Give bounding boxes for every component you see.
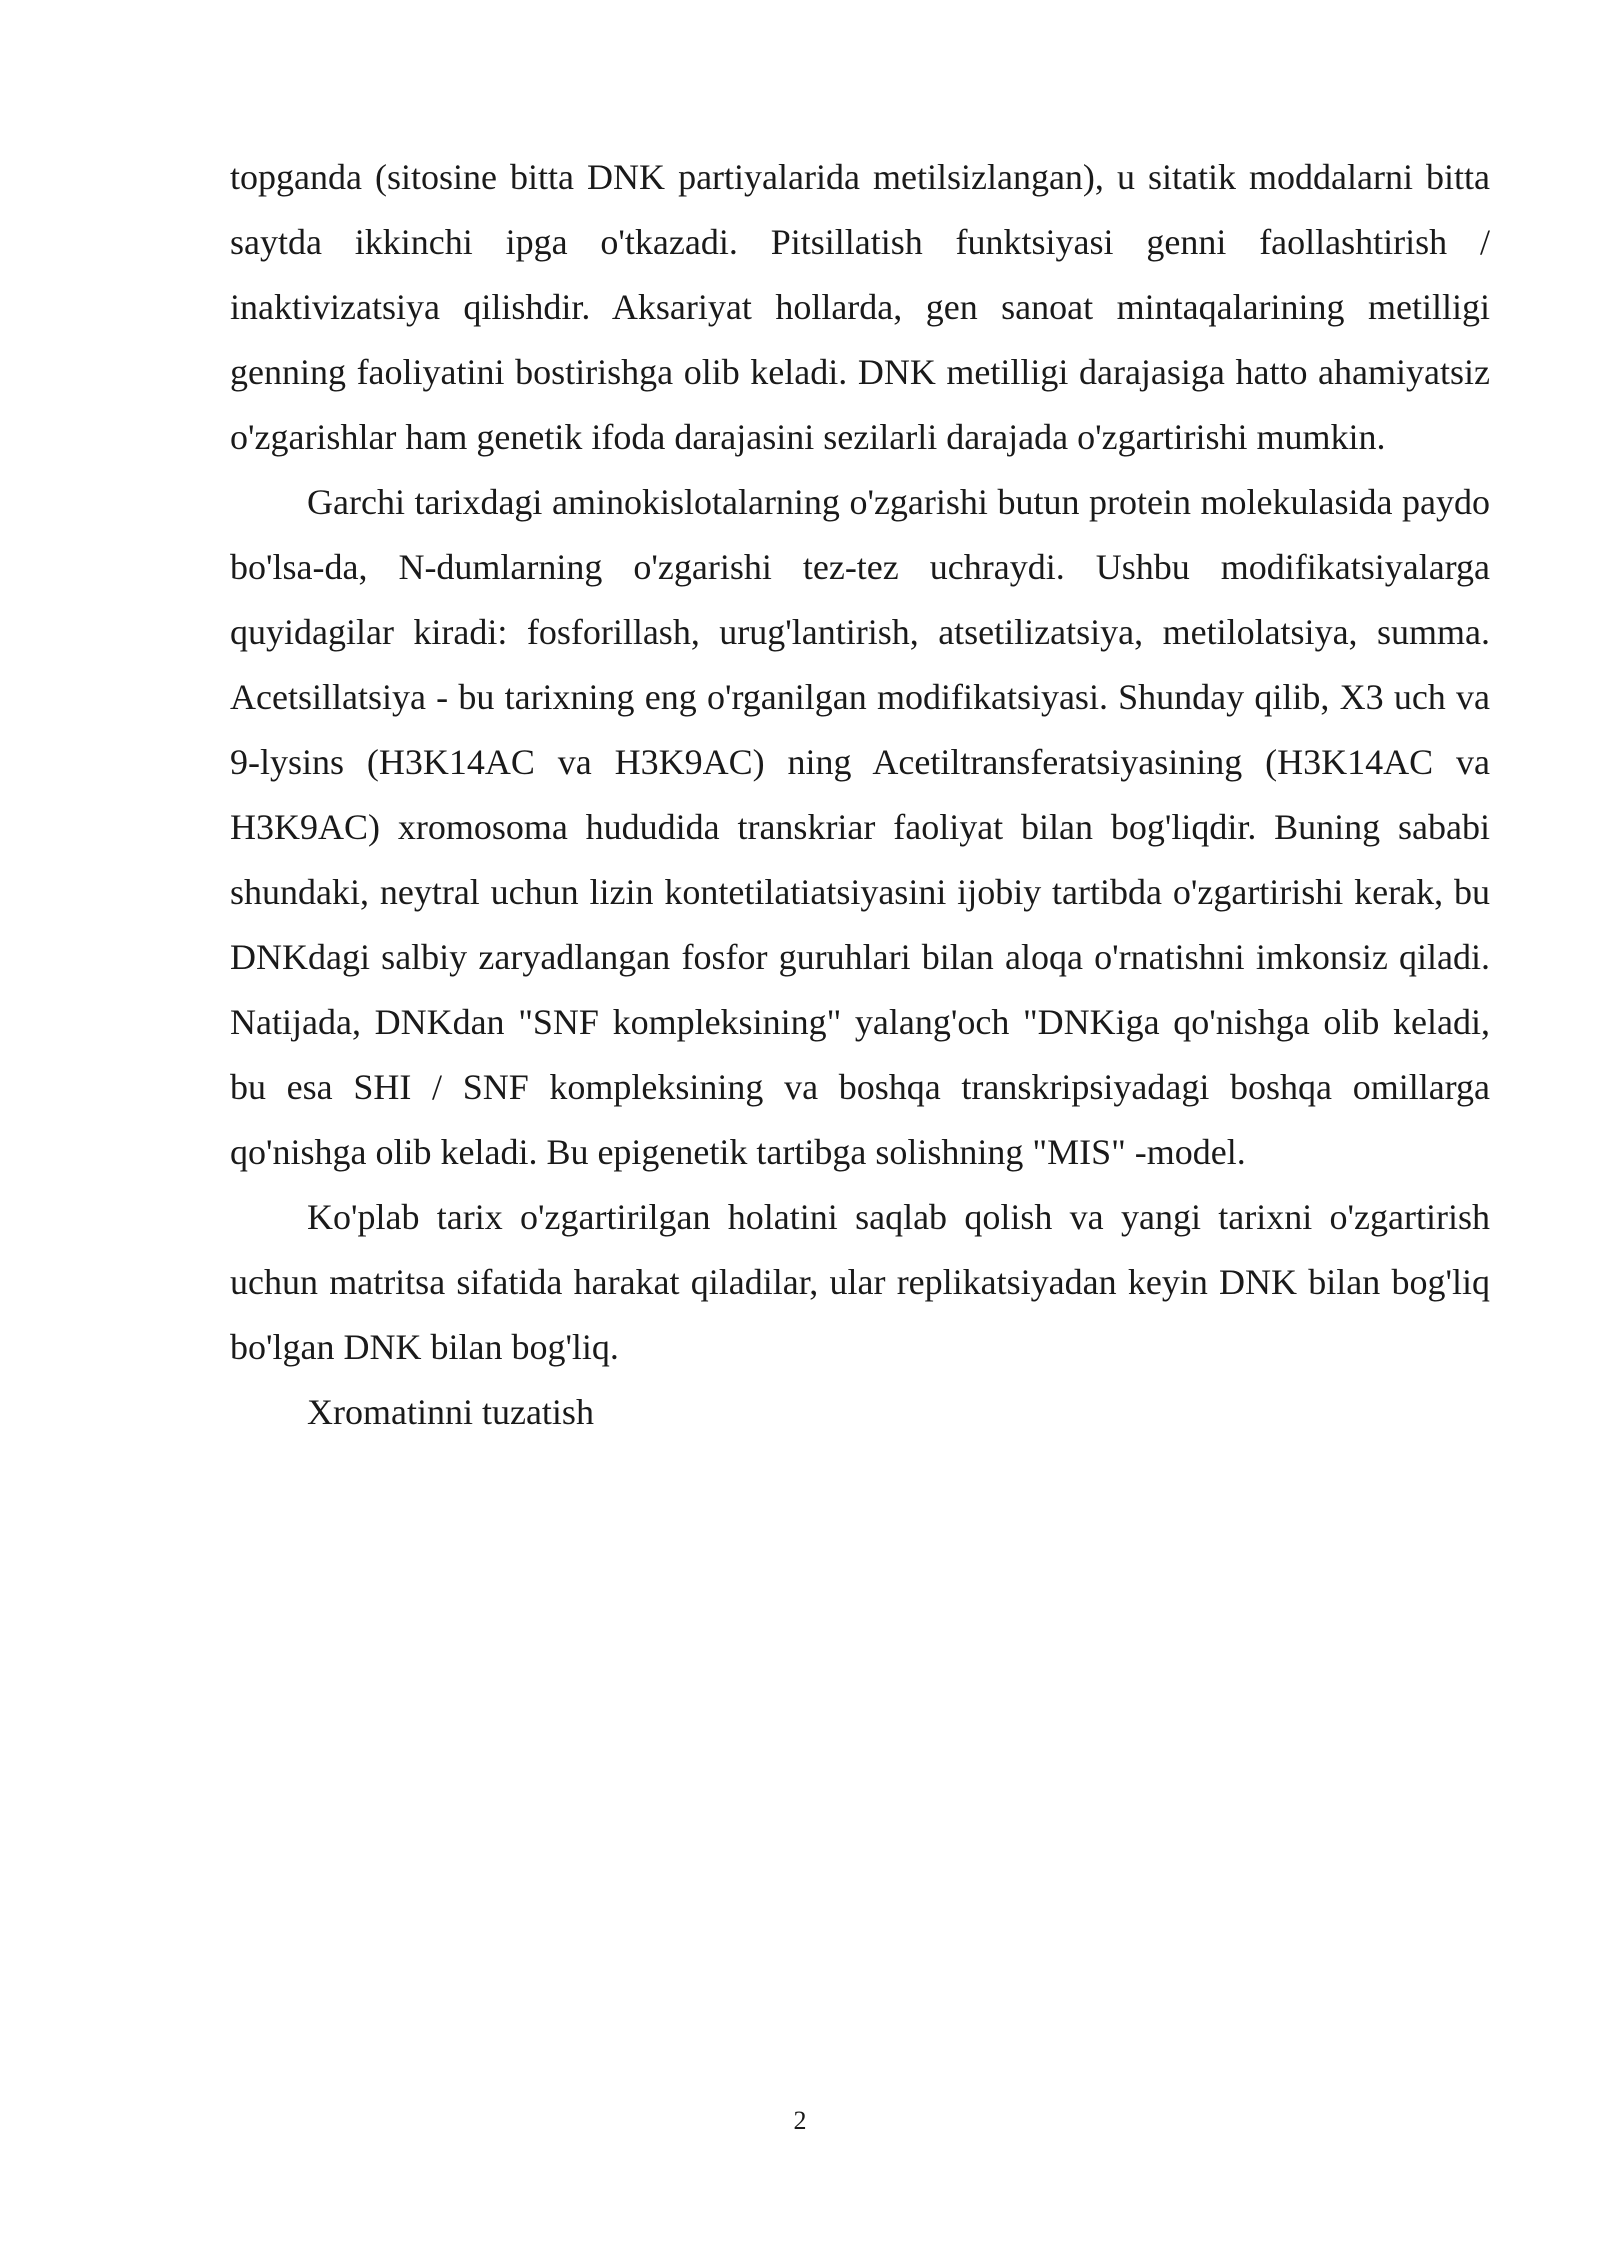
section-heading: Xromatinni tuzatish <box>307 1392 594 1432</box>
page-number: 2 <box>793 2106 807 2135</box>
paragraph-3: Ko'plab tarix o'zgartirilgan holatini saqlab qolish va yangi tarixni o'zgartirish uchun matritsa sifatida harakat qiladilar, ular replikatsiyadan keyin DNK bilan bog'liq bo'lgan DNK bilan bog'liq. <box>230 1197 1490 1367</box>
paragraph-1: topganda (sitosine bitta DNK partiyalarida metilsizlangan), u sitatik moddalarni bitta saytda ikkinchi ipga o'tkazadi. Pitsillatish funktsiyasi genni faollashtirish / inaktivizatsiya qilishdir. Aksariyat hollarda, gen sanoat mintaqalarining metilligi genning faoliyatini bostirishga olib keladi. DNK metilligi darajasiga hatto ahamiyatsiz o'zgarishlar ham genetik ifoda darajasini sezilarli darajada o'zgartirishi mumkin. <box>230 157 1490 457</box>
paragraph-2: Garchi tarixdagi aminokislotalarning o'zgarishi butun protein molekulasida paydo bo'lsa-da, N-dumlarning o'zgarishi tez-tez uchraydi. Ushbu modifikatsiyalarga quyidagilar kiradi: fosforillash, urug'lantirish, atsetilizatsiya, metilolatsiya, summa. Acetsillatsiya - bu tarixning eng o'rganilgan modifikatsiyasi. Shunday qilib, X3 uch va 9-lysins (H3K14AC va H3K9AC) ning Acetiltransferatsiyasining (H3K14AC va H3K9AC) xromosoma hududida transkriar faoliyat bilan bog'liqdir. Buning sababi shundaki, neytral uchun lizin kontetilatiatsiyasini ijobiy tartibda o'zgartirishi kerak, bu DNKdagi salbiy zaryadlangan fosfor guruhlari bilan aloqa o'rnatishni imkonsiz qiladi. Natijada, DNKdan "SNF kompleksining" yalang'och "DNKiga qo'nishga olib keladi, bu esa SHI / SNF kompleksining va boshqa transkripsiyadagi boshqa omillarga qo'nishga olib keladi. Bu epigenetik tartibga solishning "MIS" -model. <box>230 482 1490 1172</box>
body-text <box>230 145 1490 1445</box>
